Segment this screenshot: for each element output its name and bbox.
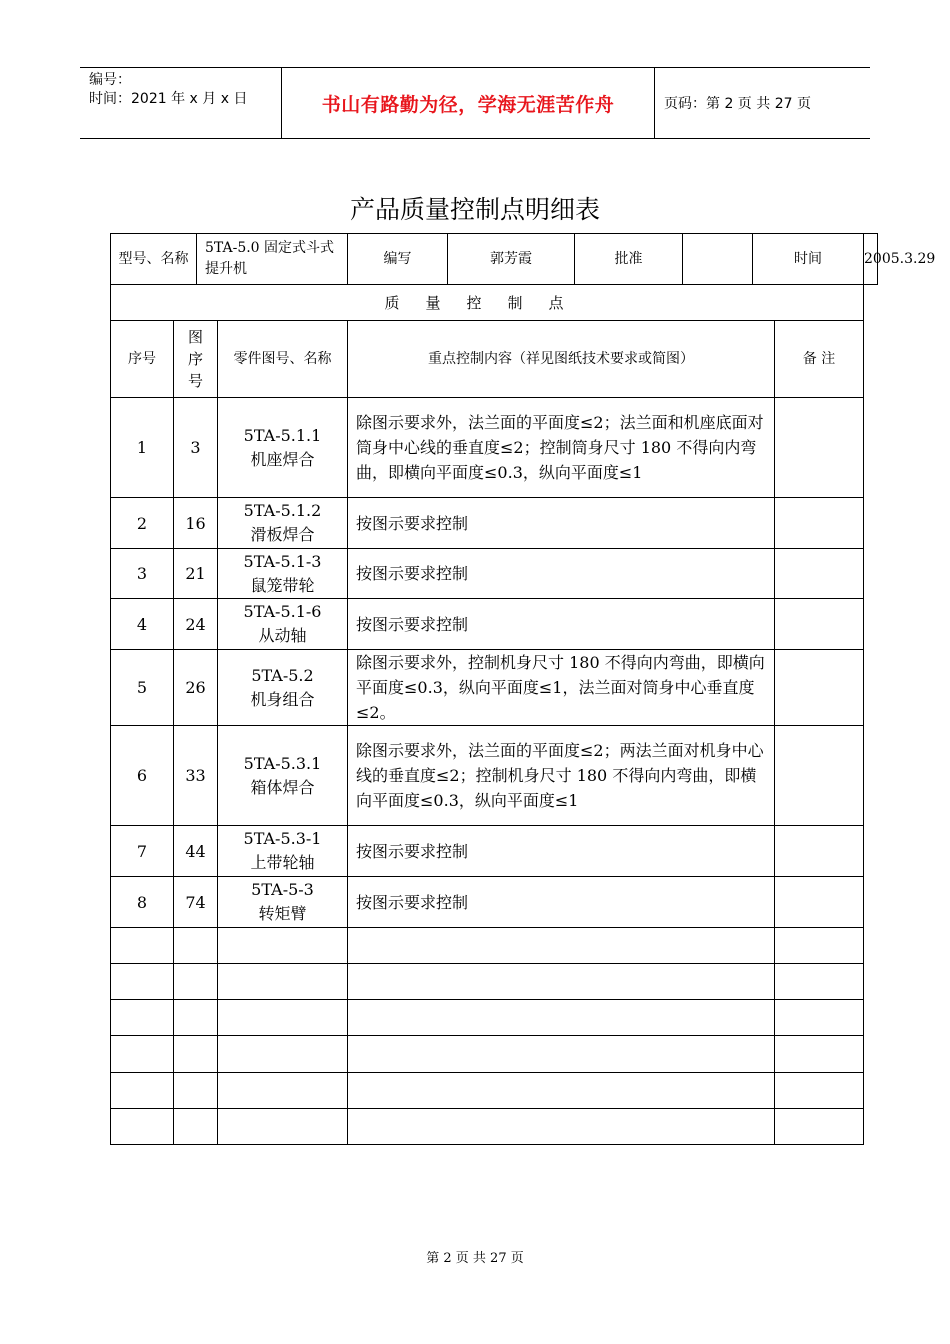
part-code: 5TA-5.1.2 xyxy=(243,501,322,520)
remark-cell xyxy=(775,877,864,928)
table-row xyxy=(111,650,878,726)
empty-cell xyxy=(111,964,174,1000)
remark-cell xyxy=(775,599,864,650)
seq-cell: 4 xyxy=(111,599,174,650)
empty-cell xyxy=(174,1000,218,1036)
time-label: 时间：2021 年 x 月 x 日 xyxy=(89,91,248,107)
empty-cell xyxy=(218,1073,348,1109)
content-cell: 按图示要求控制 xyxy=(348,826,775,877)
part-cell xyxy=(218,826,348,877)
seq-cell: 6 xyxy=(111,726,174,826)
table-row xyxy=(111,498,878,549)
empty-cell xyxy=(111,1109,174,1145)
col-fig-header: 图序号 xyxy=(174,321,218,398)
part-cell xyxy=(218,398,348,498)
seq-cell: 3 xyxy=(111,549,174,599)
fig-cell: 26 xyxy=(174,650,218,726)
content-cell: 按图示要求控制 xyxy=(348,549,775,599)
approve-value xyxy=(683,234,753,285)
empty-cell xyxy=(348,1036,775,1073)
empty-cell xyxy=(348,928,775,964)
writer-value: 郭芳霞 xyxy=(448,234,575,285)
content-cell: 除图示要求外，控制机身尺寸 180 不得向内弯曲，即横向平面度≤0.3，纵向平面度≤1，法兰面对筒身中心垂直度≤2。 xyxy=(348,650,775,726)
seq-cell: 5 xyxy=(111,650,174,726)
empty-cell xyxy=(111,1000,174,1036)
page-header xyxy=(80,67,870,139)
time-value: 2005.3.29 xyxy=(864,234,878,285)
seq-cell: 2 xyxy=(111,498,174,549)
page-footer: 第 2 页 共 27 页 xyxy=(426,1251,524,1266)
empty-cell xyxy=(218,964,348,1000)
seq-cell: 8 xyxy=(111,877,174,928)
empty-cell xyxy=(218,1109,348,1145)
writer-label: 编写 xyxy=(348,234,448,285)
empty-cell xyxy=(775,1036,864,1073)
empty-cell xyxy=(174,964,218,1000)
part-name: 机身组合 xyxy=(250,689,315,709)
empty-cell xyxy=(174,928,218,964)
table-row xyxy=(111,726,878,826)
empty-cell xyxy=(348,1073,775,1109)
empty-cell xyxy=(348,964,775,1000)
col-remark-header: 备 注 xyxy=(775,321,864,398)
empty-row xyxy=(111,1073,878,1109)
empty-cell xyxy=(775,964,864,1000)
empty-row xyxy=(111,928,878,964)
part-name: 机座焊合 xyxy=(250,449,315,469)
empty-cell xyxy=(775,1073,864,1109)
part-name: 从动轴 xyxy=(258,626,307,645)
empty-cell xyxy=(111,1073,174,1109)
part-cell xyxy=(218,549,348,599)
section-row xyxy=(111,285,878,321)
empty-cell xyxy=(218,928,348,964)
column-header-row xyxy=(111,321,878,398)
motto: 书山有路勤为径，学海无涯苦作舟 xyxy=(282,68,655,138)
model-label: 型号、名称 xyxy=(111,234,197,285)
empty-row xyxy=(111,1109,878,1145)
remark-cell xyxy=(775,726,864,826)
info-row xyxy=(111,234,878,285)
section-title: 质量控制点 xyxy=(111,285,864,321)
content-cell: 除图示要求外，法兰面的平面度≤2；两法兰面对机身中心线的垂直度≤2；控制机身尺寸 180 不得向内弯曲，即横向平面度≤0.3，纵向平面度≤1 xyxy=(348,726,775,826)
part-cell xyxy=(218,726,348,826)
part-name: 鼠笼带轮 xyxy=(250,575,315,595)
col-part-header: 零件图号、名称 xyxy=(218,321,348,398)
time-label: 时间 xyxy=(753,234,864,285)
empty-row xyxy=(111,964,878,1000)
remark-cell xyxy=(775,650,864,726)
part-code: 5TA-5.1-6 xyxy=(243,602,322,621)
content-cell: 按图示要求控制 xyxy=(348,498,775,549)
empty-cell xyxy=(775,928,864,964)
empty-cell xyxy=(218,1036,348,1073)
part-name: 上带轮轴 xyxy=(250,853,315,872)
fig-cell: 3 xyxy=(174,398,218,498)
fig-cell: 44 xyxy=(174,826,218,877)
page-info: 页码：第 2 页 共 27 页 xyxy=(664,96,811,112)
empty-cell xyxy=(111,928,174,964)
table-row xyxy=(111,549,878,599)
table-row xyxy=(111,877,878,928)
model-value: 5TA-5.0 固定式斗式提升机 xyxy=(197,234,348,285)
content-cell: 按图示要求控制 xyxy=(348,599,775,650)
header-meta xyxy=(80,68,282,138)
remark-cell xyxy=(775,498,864,549)
empty-cell xyxy=(111,1036,174,1073)
remark-cell xyxy=(775,398,864,498)
part-cell xyxy=(218,650,348,726)
fig-cell: 74 xyxy=(174,877,218,928)
remark-cell xyxy=(775,826,864,877)
empty-cell xyxy=(348,1109,775,1145)
empty-cell xyxy=(218,1000,348,1036)
empty-cell xyxy=(775,1109,864,1145)
part-code: 5TA-5.3.1 xyxy=(243,753,322,773)
number-label: 编号： xyxy=(89,72,131,88)
part-code: 5TA-5.1.1 xyxy=(243,425,322,445)
part-name: 转矩臂 xyxy=(258,904,307,923)
part-cell xyxy=(218,877,348,928)
table-row xyxy=(111,599,878,650)
col-seq-header: 序号 xyxy=(111,321,174,398)
table-row xyxy=(111,398,878,498)
empty-cell xyxy=(775,1000,864,1036)
col-content-header: 重点控制内容（祥见图纸技术要求或简图） xyxy=(348,321,775,398)
remark-cell xyxy=(775,549,864,599)
part-name: 箱体焊合 xyxy=(250,777,315,797)
fig-cell: 21 xyxy=(174,549,218,599)
empty-cell xyxy=(348,1000,775,1036)
fig-cell: 33 xyxy=(174,726,218,826)
part-code: 5TA-5-3 xyxy=(251,880,314,899)
seq-cell: 7 xyxy=(111,826,174,877)
part-code: 5TA-5.1-3 xyxy=(243,551,322,571)
empty-row xyxy=(111,1036,878,1073)
content-cell: 按图示要求控制 xyxy=(348,877,775,928)
fig-cell: 16 xyxy=(174,498,218,549)
fig-cell: 24 xyxy=(174,599,218,650)
part-code: 5TA-5.2 xyxy=(251,665,314,685)
empty-cell xyxy=(174,1109,218,1145)
empty-cell xyxy=(174,1073,218,1109)
quality-control-table xyxy=(110,233,936,1145)
empty-row xyxy=(111,1000,878,1036)
content-cell: 除图示要求外，法兰面的平面度≤2；法兰面和机座底面对筒身中心线的垂直度≤2；控制筒身尺寸 180 不得向内弯曲，即横向平面度≤0.3，纵向平面度≤1 xyxy=(348,398,775,498)
table-row xyxy=(111,826,878,877)
empty-cell xyxy=(174,1036,218,1073)
part-cell xyxy=(218,599,348,650)
part-code: 5TA-5.3-1 xyxy=(243,829,322,848)
seq-cell: 1 xyxy=(111,398,174,498)
part-cell xyxy=(218,498,348,549)
approve-label: 批准 xyxy=(575,234,683,285)
part-name: 滑板焊合 xyxy=(250,525,315,544)
document-title: 产品质量控制点明细表 xyxy=(349,195,600,224)
